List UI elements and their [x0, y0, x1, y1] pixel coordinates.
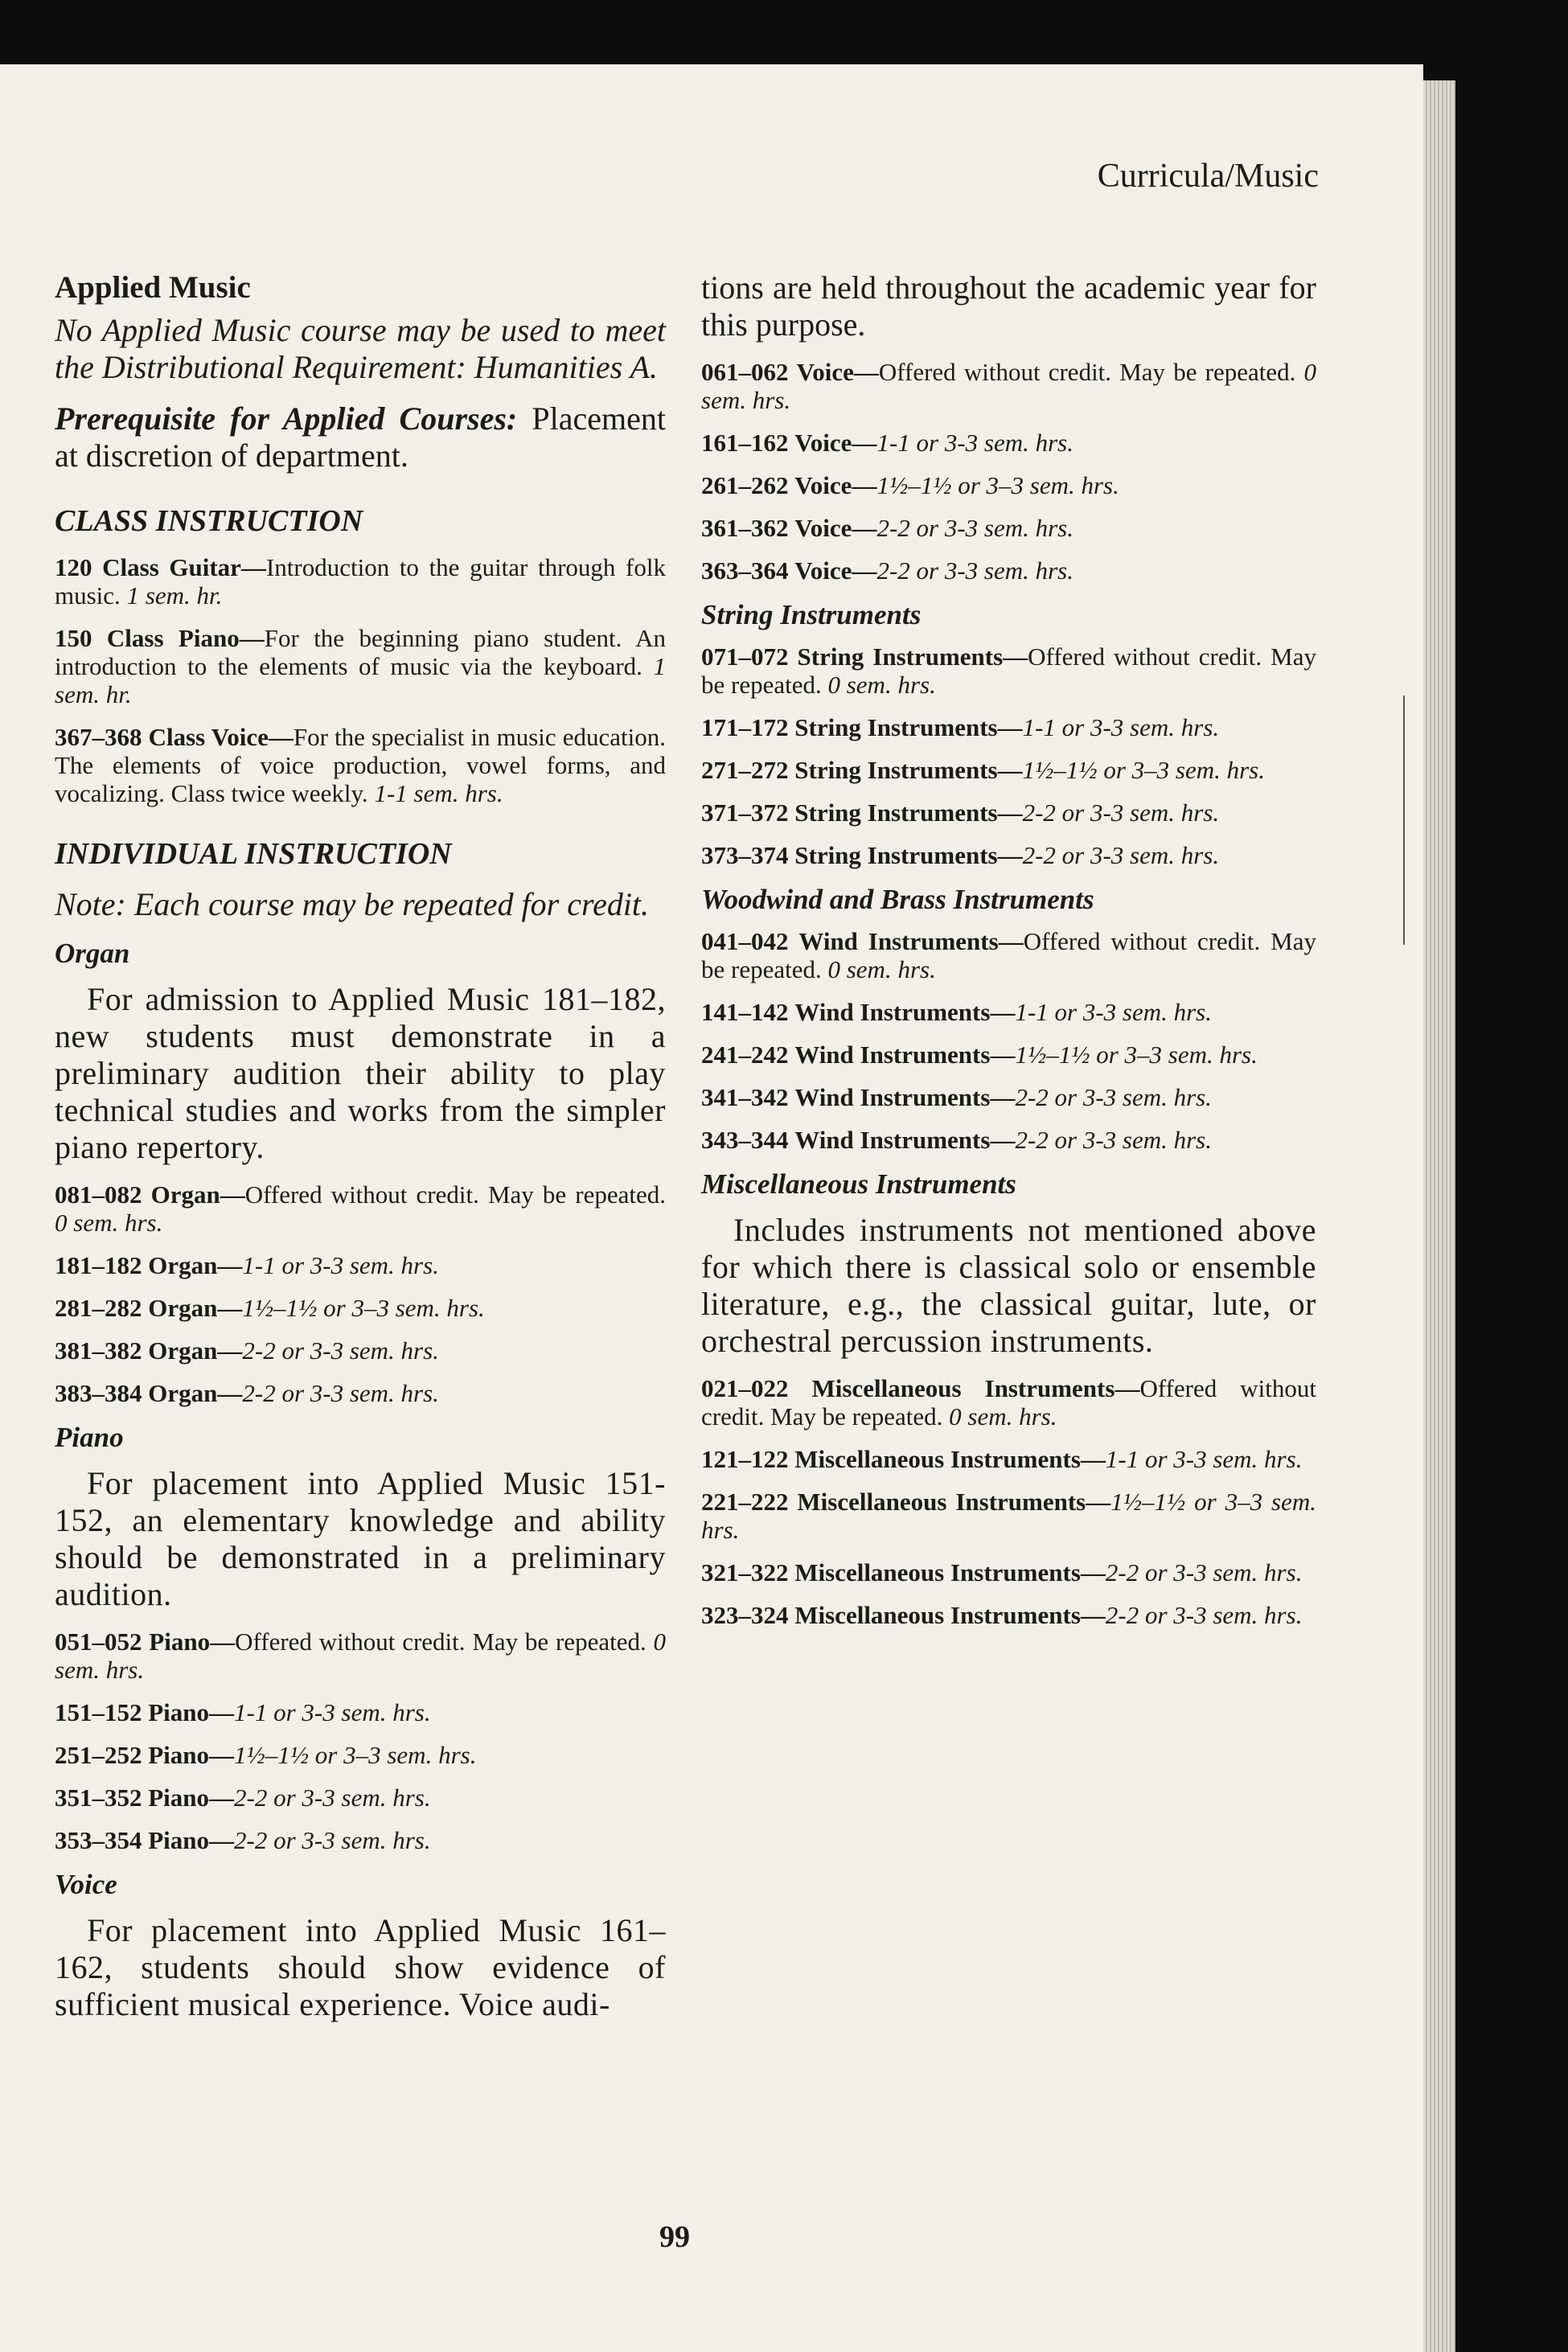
course-title: Piano [148, 1698, 210, 1726]
course-number: 181–182 [55, 1251, 142, 1279]
course-credit: 0 sem. hrs. [827, 955, 936, 983]
voice-heading: Voice [55, 1869, 117, 1900]
course-credit: 1-1 or 3-3 sem. hrs. [242, 1251, 439, 1279]
course-entry: 171–172 String Instruments—1-1 or 3-3 sem. hrs. [701, 713, 1220, 741]
course-title: Piano [148, 1783, 210, 1812]
course-title: Miscellaneous Instruments [811, 1374, 1115, 1402]
course-title: Miscellaneous Instruments [797, 1488, 1086, 1516]
course-credit: 1-1 or 3-3 sem. hrs. [234, 1698, 431, 1726]
prerequisite-label: Prerequisite for Applied Courses: [55, 400, 518, 437]
course-number: 371–372 [701, 798, 789, 827]
course-title: Class Piano [106, 624, 240, 652]
course-number: 021–022 [701, 1374, 789, 1402]
course-number: 343–344 [701, 1126, 789, 1154]
left-column [55, 269, 666, 2038]
course-entry: 323–324 Miscellaneous Instruments—2-2 or 3-3 sem. hrs. [701, 1601, 1303, 1629]
course-entry: 261–262 Voice—1½–1½ or 3–3 sem. hrs. [701, 471, 1119, 499]
course-entry: 121–122 Miscellaneous Instruments—1-1 or 3-3 sem. hrs. [701, 1445, 1303, 1473]
course-entry: 141–142 Wind Instruments—1-1 or 3-3 sem. hrs. [701, 998, 1212, 1026]
course-credit: 2-2 or 3-3 sem. hrs. [242, 1336, 439, 1365]
string-course-list [701, 642, 1316, 869]
course-title: Voice [794, 556, 852, 585]
course-number: 321–322 [701, 1558, 789, 1586]
course-title: Organ [150, 1180, 220, 1209]
course-description: For the beginning piano student. An introduction to the elements of music via the keyboard. [55, 624, 667, 680]
course-title: String Instruments [794, 713, 998, 741]
course-number: 150 [55, 624, 92, 652]
course-number: 373–374 [701, 841, 789, 869]
piano-heading: Piano [55, 1422, 124, 1453]
course-number: 361–362 [701, 514, 789, 542]
course-title: Voice [794, 514, 852, 542]
class-course-list [55, 553, 666, 807]
course-credit: 1½–1½ or 3–3 sem. hrs. [876, 471, 1119, 499]
course-number: 171–172 [701, 713, 789, 741]
course-number: 121–122 [701, 1445, 789, 1473]
course-entry: 373–374 String Instruments—2-2 or 3-3 sem. hrs. [701, 841, 1220, 869]
page-number: 99 [659, 2220, 690, 2254]
course-credit: 1-1 or 3-3 sem. hrs. [1015, 998, 1212, 1026]
course-title: Organ [148, 1294, 218, 1322]
course-description: Offered without credit. May be repeated. [701, 1374, 1317, 1430]
course-title: Voice [794, 429, 852, 457]
piano-intro: For placement into Applied Music 151-152, an elementary knowledge and ability should be demonstrated in a preliminary audition. [55, 1465, 666, 1612]
course-credit: 1 sem. hr. [55, 652, 666, 708]
prerequisite-text: Placement at discretion of department. [55, 400, 667, 474]
voice-intro: For placement into Applied Music 161–162, students should show evidence of sufficient musical experience. Voice audi- [55, 1912, 666, 2022]
course-title: Wind Instruments [794, 1126, 991, 1154]
course-number: 041–042 [701, 927, 789, 955]
course-number: 281–282 [55, 1294, 142, 1322]
course-credit: 0 sem. hrs. [55, 1209, 163, 1237]
section-title: Applied Music [55, 270, 251, 305]
course-entry: 343–344 Wind Instruments—2-2 or 3-3 sem. hrs. [701, 1126, 1212, 1154]
misc-course-list [701, 1374, 1316, 1629]
course-entry: 367–368 Class Voice—For the specialist in music education. The elements of voice production, vowel forms, and vocalizing. Class twice weekly. 1-1 sem. hrs. [55, 723, 666, 807]
course-entry: 381–382 Organ—2-2 or 3-3 sem. hrs. [55, 1336, 439, 1365]
course-credit: 2-2 or 3-3 sem. hrs. [876, 556, 1073, 585]
course-entry: 120 Class Guitar—Introduction to the guitar through folk music. 1 sem. hr. [55, 553, 666, 610]
course-credit: 2-2 or 3-3 sem. hrs. [1022, 841, 1220, 869]
course-credit: 0 sem. hrs. [701, 358, 1317, 414]
course-credit: 1-1 sem. hrs. [374, 779, 503, 807]
piano-course-list [55, 1628, 666, 1854]
course-entry: 161–162 Voice—1-1 or 3-3 sem. hrs. [701, 429, 1073, 457]
course-credit: 1½–1½ or 3–3 sem. hrs. [242, 1294, 485, 1322]
course-number: 161–162 [701, 429, 789, 457]
course-entry: 081–082 Organ—Offered without credit. May be repeated. 0 sem. hrs. [55, 1180, 666, 1237]
course-number: 271–272 [701, 756, 789, 784]
course-title: Wind Instruments [798, 927, 999, 955]
course-credit: 1½–1½ or 3–3 sem. hrs. [1022, 756, 1265, 784]
voice-intro-continued: tions are held throughout the academic year for this purpose. [701, 269, 1316, 343]
course-entry: 341–342 Wind Instruments—2-2 or 3-3 sem. hrs. [701, 1083, 1212, 1111]
right-column [701, 269, 1316, 1644]
running-head: Curricula/Music [1097, 158, 1319, 195]
course-number: 061–062 [701, 358, 789, 386]
course-number: 261–262 [701, 471, 789, 499]
course-entry: 363–364 Voice—2-2 or 3-3 sem. hrs. [701, 556, 1073, 585]
course-credit: 1-1 or 3-3 sem. hrs. [1022, 713, 1220, 741]
wind-heading: Woodwind and Brass Instruments [701, 884, 1094, 915]
course-description: Offered without credit. May be repeated. [701, 927, 1316, 983]
course-entry: 361–362 Voice—2-2 or 3-3 sem. hrs. [701, 514, 1073, 542]
individual-instruction-heading: INDIVIDUAL INSTRUCTION [55, 837, 452, 871]
course-entry: 151–152 Piano—1-1 or 3-3 sem. hrs. [55, 1698, 431, 1726]
course-entry: 353–354 Piano—2-2 or 3-3 sem. hrs. [55, 1826, 431, 1854]
course-number: 051–052 [55, 1628, 142, 1656]
course-credit: 1-1 or 3-3 sem. hrs. [1105, 1445, 1303, 1473]
course-title: String Instruments [797, 642, 1004, 671]
organ-heading: Organ [55, 938, 130, 969]
course-credit: 2-2 or 3-3 sem. hrs. [1105, 1601, 1303, 1629]
course-entry: 051–052 Piano—Offered without credit. May be repeated. 0 sem. hrs. [55, 1628, 667, 1684]
course-number: 367–368 [55, 723, 142, 751]
course-description: For the specialist in music education. The elements of voice production, vowel forms, and vocalizing. Class twice weekly. [55, 723, 666, 807]
course-credit: 0 sem. hrs. [55, 1628, 667, 1684]
individual-note: Note: Each course may be repeated for credit. [55, 886, 650, 922]
voice-course-list [701, 358, 1316, 585]
course-entry: 041–042 Wind Instruments—Offered without credit. May be repeated. 0 sem. hrs. [701, 927, 1316, 983]
course-number: 120 [55, 553, 92, 581]
course-credit: 1½–1½ or 3–3 sem. hrs. [701, 1488, 1317, 1544]
course-number: 251–252 [55, 1741, 142, 1769]
course-title: Class Voice [148, 723, 269, 751]
course-description: Offered without credit. May be repeated. [235, 1628, 646, 1656]
course-title: Wind Instruments [794, 1041, 991, 1069]
course-entry: 251–252 Piano—1½–1½ or 3–3 sem. hrs. [55, 1741, 477, 1769]
page-edges [1423, 80, 1455, 2352]
course-entry: 383–384 Organ—2-2 or 3-3 sem. hrs. [55, 1379, 439, 1407]
organ-course-list [55, 1180, 666, 1407]
course-number: 071–072 [701, 642, 789, 671]
organ-intro: For admission to Applied Music 181–182, new students must demonstrate in a preliminary audition their ability to play technical studies and works from the simpler piano repertory. [55, 981, 666, 1165]
course-number: 363–364 [701, 556, 789, 585]
course-number: 081–082 [55, 1180, 142, 1209]
course-description: Offered without credit. May be repeated. [878, 358, 1296, 386]
course-credit: 2-2 or 3-3 sem. hrs. [234, 1783, 431, 1812]
course-entry: 150 Class Piano—For the beginning piano student. An introduction to the elements of music via the keyboard. 1 sem. hr. [55, 624, 667, 708]
course-credit: 0 sem. hrs. [949, 1402, 1057, 1430]
course-title: Miscellaneous Instruments [794, 1558, 1081, 1586]
course-number: 353–354 [55, 1826, 142, 1854]
course-entry: 351–352 Piano—2-2 or 3-3 sem. hrs. [55, 1783, 431, 1812]
margin-rule [1403, 696, 1405, 945]
course-credit: 1½–1½ or 3–3 sem. hrs. [234, 1741, 477, 1769]
course-number: 221–222 [701, 1488, 789, 1516]
course-entry: 271–272 String Instruments—1½–1½ or 3–3 sem. hrs. [701, 756, 1265, 784]
course-title: Class Guitar [102, 553, 241, 581]
course-title: Miscellaneous Instruments [794, 1445, 1081, 1473]
course-title: Wind Instruments [794, 1083, 991, 1111]
course-title: String Instruments [794, 756, 998, 784]
course-credit: 2-2 or 3-3 sem. hrs. [242, 1379, 439, 1407]
course-title: Voice [794, 471, 852, 499]
class-instruction-heading: CLASS INSTRUCTION [55, 504, 363, 538]
course-credit: 1-1 or 3-3 sem. hrs. [876, 429, 1073, 457]
misc-heading: Miscellaneous Instruments [701, 1168, 1016, 1200]
distribution-note: No Applied Music course may be used to meet the Distributional Requirement: Humanities A. [55, 312, 666, 385]
string-heading: String Instruments [701, 599, 922, 630]
course-credit: 2-2 or 3-3 sem. hrs. [1022, 798, 1220, 827]
course-number: 383–384 [55, 1379, 142, 1407]
course-number: 351–352 [55, 1783, 142, 1812]
course-credit: 2-2 or 3-3 sem. hrs. [1015, 1083, 1212, 1111]
prerequisite-paragraph [55, 400, 666, 474]
course-number: 341–342 [701, 1083, 789, 1111]
course-number: 141–142 [701, 998, 789, 1026]
course-credit: 1½–1½ or 3–3 sem. hrs. [1015, 1041, 1258, 1069]
course-title: Wind Instruments [794, 998, 991, 1026]
course-entry: 241–242 Wind Instruments—1½–1½ or 3–3 sem. hrs. [701, 1041, 1258, 1069]
wind-course-list [701, 927, 1316, 1154]
course-credit: 2-2 or 3-3 sem. hrs. [1015, 1126, 1212, 1154]
course-title: String Instruments [794, 798, 998, 827]
course-credit: 1 sem. hr. [126, 581, 223, 610]
course-entry: 071–072 String Instruments—Offered without credit. May be repeated. 0 sem. hrs. [701, 642, 1316, 699]
course-description: Offered without credit. May be repeated. [701, 642, 1316, 699]
course-description: Offered without credit. May be repeated. [244, 1180, 666, 1209]
course-title: Piano [148, 1826, 210, 1854]
course-entry: 281–282 Organ—1½–1½ or 3–3 sem. hrs. [55, 1294, 485, 1322]
course-entry: 321–322 Miscellaneous Instruments—2-2 or 3-3 sem. hrs. [701, 1558, 1303, 1586]
misc-intro: Includes instruments not mentioned above for which there is classical solo or ensemble literature, e.g., the classical guitar, lute, or orchestral percussion instruments. [701, 1212, 1316, 1359]
course-number: 381–382 [55, 1336, 142, 1365]
course-entry: 061–062 Voice—Offered without credit. May be repeated. 0 sem. hrs. [701, 358, 1317, 414]
course-description: Introduction to the guitar through folk music. [55, 553, 666, 610]
course-number: 241–242 [701, 1041, 789, 1069]
course-entry: 221–222 Miscellaneous Instruments—1½–1½ or 3–3 sem. hrs. [701, 1488, 1317, 1544]
course-title: Miscellaneous Instruments [794, 1601, 1081, 1629]
course-title: Organ [148, 1336, 218, 1365]
course-entry: 371–372 String Instruments—2-2 or 3-3 sem. hrs. [701, 798, 1220, 827]
course-title: String Instruments [794, 841, 998, 869]
course-credit: 2-2 or 3-3 sem. hrs. [1105, 1558, 1303, 1586]
course-number: 323–324 [701, 1601, 789, 1629]
course-title: Piano [148, 1741, 210, 1769]
course-number: 151–152 [55, 1698, 142, 1726]
course-credit: 0 sem. hrs. [827, 671, 936, 699]
course-title: Piano [149, 1628, 211, 1656]
course-entry: 181–182 Organ—1-1 or 3-3 sem. hrs. [55, 1251, 439, 1279]
course-entry: 021–022 Miscellaneous Instruments—Offered without credit. May be repeated. 0 sem. hrs. [701, 1374, 1317, 1430]
course-title: Organ [148, 1251, 218, 1279]
course-credit: 2-2 or 3-3 sem. hrs. [876, 514, 1073, 542]
course-credit: 2-2 or 3-3 sem. hrs. [234, 1826, 431, 1854]
course-title: Organ [148, 1379, 218, 1407]
course-title: Voice [796, 358, 854, 386]
